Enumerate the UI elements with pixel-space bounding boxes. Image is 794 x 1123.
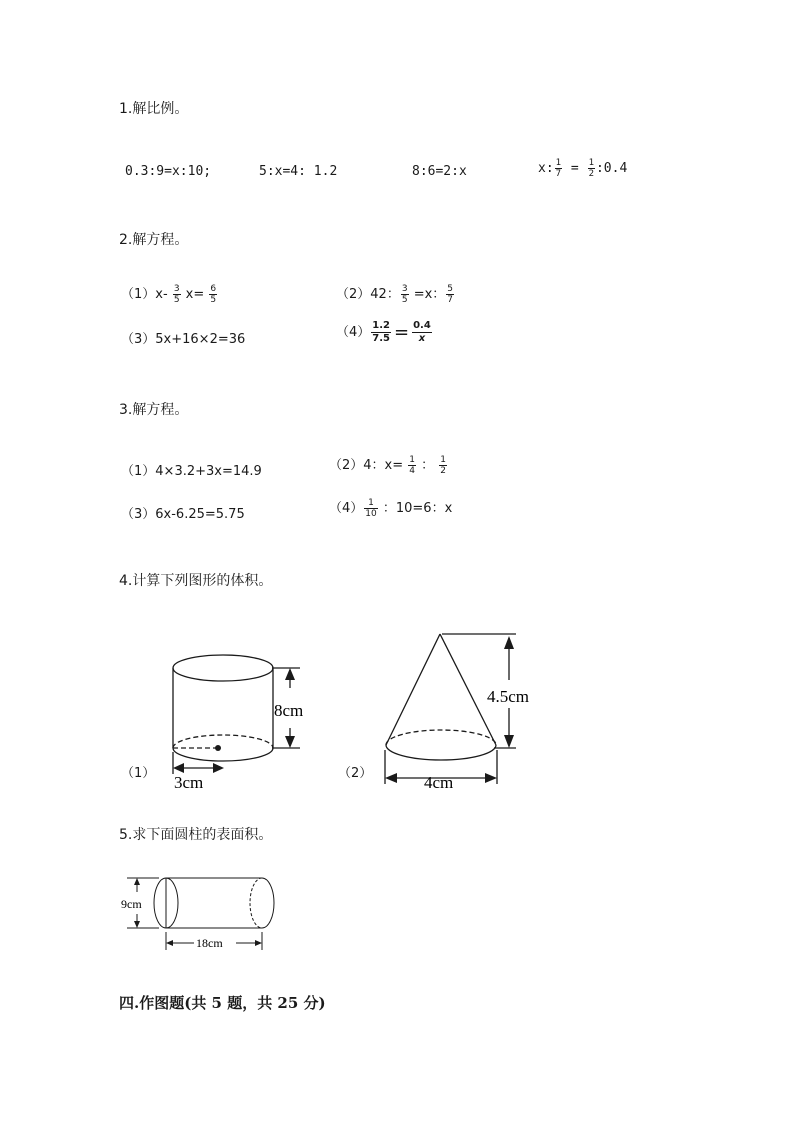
q3-equation-1: [121, 460, 262, 479]
q3-equation-2: [329, 454, 448, 476]
horizontal-cylinder-figure: [119, 868, 284, 954]
q3-title: 3.解方程。: [119, 402, 189, 418]
cylinder-bottom-front: [173, 748, 273, 761]
cylinder-radius-label: 3cm: [174, 773, 204, 792]
cone-left-side: [386, 634, 440, 745]
fraction: [364, 498, 377, 519]
q3-equation-4: [329, 497, 452, 519]
arrowhead-left: [173, 763, 184, 773]
q4-title: 4.计算下列图形的体积。: [119, 573, 273, 589]
equation-label: （1）: [121, 464, 156, 479]
equation-text: =x：: [409, 287, 446, 302]
fraction-denominator: 10: [365, 509, 377, 519]
fraction-numerator: 1: [440, 455, 447, 465]
section-4-title: 四.作图题(共 5 题，共 25 分): [119, 994, 326, 1012]
fraction: [446, 284, 454, 305]
equation-text: x=: [181, 287, 209, 302]
cylinder-right-end-back: [250, 878, 262, 928]
arrowhead-up: [285, 668, 295, 680]
cylinder-top-ellipse: [173, 655, 273, 681]
equation-label: （2）: [336, 287, 371, 302]
q2-equation-4: [336, 320, 433, 345]
cylinder-bottom-back: [173, 735, 273, 748]
fraction-denominator: 7: [555, 169, 562, 179]
fraction: [439, 455, 447, 476]
arrowhead-right: [485, 773, 497, 783]
fraction: [401, 284, 409, 305]
cone-figure: [378, 624, 548, 796]
equation-text: 4×3.2+3x=14.9: [155, 464, 262, 479]
equation-text: 4：x=: [363, 458, 408, 473]
equation-text: 42：: [370, 287, 400, 302]
arrowhead-down: [285, 736, 295, 748]
arrowhead-up: [504, 636, 514, 649]
fraction: [209, 284, 217, 305]
fraction-numerator: 5: [447, 284, 454, 294]
fraction-numerator: 1: [409, 455, 416, 465]
fig2-label: （2）: [338, 766, 373, 781]
arrowhead-down: [134, 921, 140, 928]
cylinder-center-dot: [215, 745, 221, 751]
q5-title: 5.求下面圆柱的表面积。: [119, 827, 273, 843]
q1-proportion-2: 5:x=4: 1.2: [259, 164, 338, 179]
fraction-denominator: 7.5: [372, 333, 390, 344]
q3-equation-3: [121, 503, 245, 522]
equation-text: 6x-6.25=5.75: [155, 507, 245, 522]
q1-proportion-1: 0.3:9=x:10;: [125, 164, 212, 179]
fraction-numerator: 1: [588, 158, 594, 168]
q1-p4-eq: =: [563, 161, 587, 176]
fraction-numerator: 1: [555, 158, 562, 168]
fraction: [371, 320, 391, 345]
fraction-denominator: x: [418, 333, 426, 344]
arrowhead-down: [504, 735, 514, 748]
equals-sign: =: [394, 322, 410, 343]
q1-proportion-3: 8:6=2:x: [412, 164, 467, 179]
equation-label: （4）: [336, 325, 371, 340]
fraction-denominator: 2: [440, 466, 447, 476]
arrowhead-left: [166, 940, 173, 946]
equation-label: （3）: [121, 507, 156, 522]
fraction-numerator: 3: [401, 284, 408, 294]
fraction: [408, 455, 416, 476]
fraction-denominator: 2: [588, 169, 594, 179]
cylinder-right-end-front: [262, 878, 274, 928]
q1-title: 1.解比例。: [119, 101, 189, 117]
fraction-numerator: 1.2: [372, 320, 390, 331]
q1-p4-post: :0.4: [595, 161, 628, 176]
fraction-numerator: 6: [210, 284, 217, 294]
fraction-denominator: 4: [409, 466, 416, 476]
length-label: 18cm: [196, 936, 223, 950]
fraction-denominator: 5: [210, 295, 217, 305]
q1-p4-fraction-2: [588, 158, 595, 179]
fraction-denominator: 5: [173, 295, 180, 305]
fraction: [173, 284, 181, 305]
fraction-numerator: 1: [364, 498, 377, 509]
fraction-numerator: 3: [173, 284, 180, 294]
arrowhead-right: [213, 763, 224, 773]
equation-text: x-: [155, 287, 172, 302]
equation-label: （3）: [121, 332, 156, 347]
fraction: [412, 320, 432, 345]
cylinder-height-label: 8cm: [274, 701, 304, 720]
arrowhead-right: [255, 940, 262, 946]
q1-p4-fraction-1: [555, 158, 562, 179]
equation-text: ：: [417, 458, 439, 473]
fraction-denominator: 5: [401, 295, 408, 305]
q1-proportion-4: [538, 158, 627, 179]
equation-label: （2）: [329, 458, 364, 473]
fig1-label: （1）: [121, 766, 156, 781]
q2-equation-2: [336, 283, 455, 305]
cone-diameter-label: 4cm: [424, 773, 454, 792]
cone-base-front: [386, 745, 496, 760]
cone-height-label: 4.5cm: [487, 687, 530, 706]
cone-base-back: [386, 730, 496, 745]
diameter-label: 9cm: [121, 897, 142, 911]
arrowhead-up: [134, 878, 140, 885]
cylinder-figure: [160, 640, 320, 800]
fraction-denominator: 7: [447, 295, 454, 305]
equation-text: 5x+16×2=36: [155, 332, 246, 347]
fraction-numerator: 0.4: [413, 320, 431, 331]
equation-label: （1）: [121, 287, 156, 302]
q1-p4-pre: x:: [538, 161, 554, 176]
q2-equation-1: [121, 283, 218, 305]
equation-text: ：10=6：x: [378, 501, 453, 516]
q2-equation-3: [121, 328, 245, 347]
q2-title: 2.解方程。: [119, 232, 189, 248]
arrowhead-left: [385, 773, 397, 783]
equation-label: （4）: [329, 501, 364, 516]
